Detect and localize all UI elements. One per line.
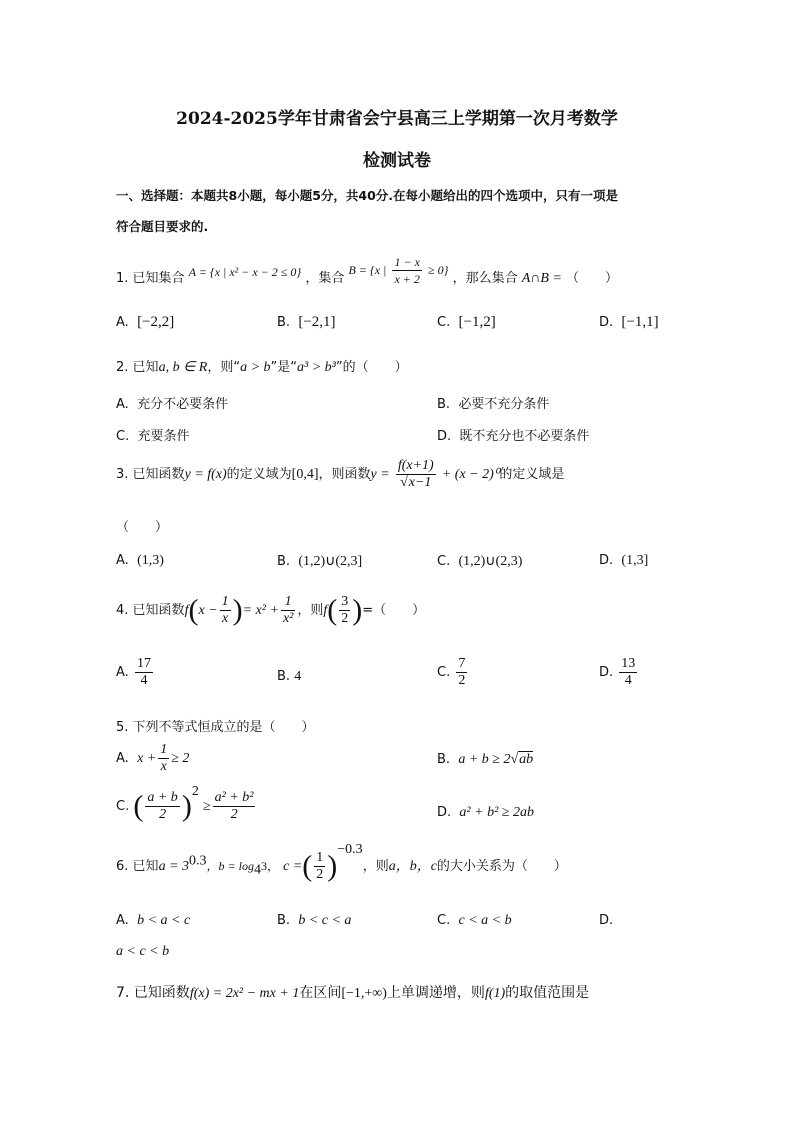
option-a[interactable]: A. $\frac{17}{4}$ [116, 656, 151, 688]
option-d[interactable]: D. (1,3] [599, 553, 649, 568]
page-subtitle: 检测试卷 [363, 151, 431, 171]
page-title: 2024-2025学年甘肃省会宁县高三上学期第一次月考数学 [176, 109, 618, 129]
option-c[interactable]: C. c < a < b [437, 913, 512, 928]
question-2: 2. 已知a, b ∈ R，则“a > b”是“a³ > b³”的（ ） [116, 360, 408, 375]
option-b[interactable]: B. a + b ≥ 2√ab [437, 752, 534, 767]
question-number: 1. [116, 271, 129, 286]
option-b[interactable]: B. b < c < a [277, 913, 352, 928]
option-d[interactable]: D. 既不充分也不必要条件 [437, 429, 590, 444]
question-7: 7. 已知函数f(x) = 2x² − mx + 1在区间[−1,+∞)上单调递增，则f(1)的取值范围是 [116, 985, 590, 1001]
option-a[interactable]: A. (1,3) [116, 553, 164, 568]
function-fraction: $\frac{f(x+1)}{√x-1}$ [397, 458, 434, 490]
option-a[interactable]: A. x + $\frac{1}{x}$ ≥ 2 [116, 742, 190, 774]
question-3: 3. 已知函数y = f(x)的定义域为[0,4]，则函数y = $\frac{f(x+1)}{√x-1}$ + (x − 2)⁰的定义域是 [116, 458, 565, 490]
question-4: 4. 已知函数f(x − $\frac{1}{x}$ )= x² + $\frac{1}{\text{x²}}$ ，则f( $\frac{3}{2}$ )=（ ） [116, 593, 426, 627]
question-5: 5. 下列不等式恒成立的是（ ） [116, 720, 315, 735]
option-c[interactable]: C. $\frac{7}{2}$ [437, 656, 466, 688]
option-b[interactable]: B. 4 [277, 669, 302, 684]
set-b-fraction: $\frac{1 - x}{x + 2}$ [394, 255, 420, 286]
question-3-paren: （ ） [116, 520, 169, 535]
option-c[interactable]: C. ( $\frac{a + b}{2}$ )$^2$ ≥ $\frac{\text{a² + b²}}{2}$ [116, 783, 254, 823]
option-d[interactable]: D. a² + b² ≥ 2ab [437, 805, 534, 820]
option-b[interactable]: B. 必要不充分条件 [437, 397, 550, 412]
set-a: A = {x | x² − x − 2 ≤ 0} [188, 265, 302, 279]
option-d-value[interactable]: a < c < b [116, 944, 170, 959]
option-c[interactable]: C. 充要条件 [116, 429, 190, 444]
option-d[interactable]: D. $\frac{13}{4}$ [599, 656, 636, 688]
option-d[interactable]: D. [−1,1] [599, 314, 659, 330]
option-a[interactable]: A. 充分不必要条件 [116, 397, 229, 412]
question-6: 6. 已知$a = 3^{0.3}$，$b = \log_43$， c =( $\frac{1}{2}$ )$^{-0.3}$，则a，b，c的大小关系为（ ） [116, 841, 567, 883]
option-a[interactable]: A. b < a < c [116, 913, 191, 928]
question-1: 1. 已知集合 A = {x | x² − x − 2 ≤ 0} ，集合 B = {x | $\frac{1 - x}{x + 2}$ ≥ 0} ，那么集合 A∩B = （ ） [116, 255, 619, 286]
section-header-line1: 一、选择题：本题共8小题，每小题5分，共40分.在每小题给出的四个选项中，只有一项是 [116, 188, 619, 203]
option-c[interactable]: C. (1,2)∪(2,3) [437, 554, 523, 569]
option-d-label[interactable]: D. [599, 913, 614, 928]
option-b[interactable]: B. [−2,1] [277, 314, 336, 330]
option-a[interactable]: A. [−2,2] [116, 314, 175, 330]
option-b[interactable]: B. (1,2)∪(2,3] [277, 554, 363, 569]
section-header-line2: 符合题目要求的. [116, 219, 209, 234]
option-c[interactable]: C. [−1,2] [437, 314, 496, 330]
